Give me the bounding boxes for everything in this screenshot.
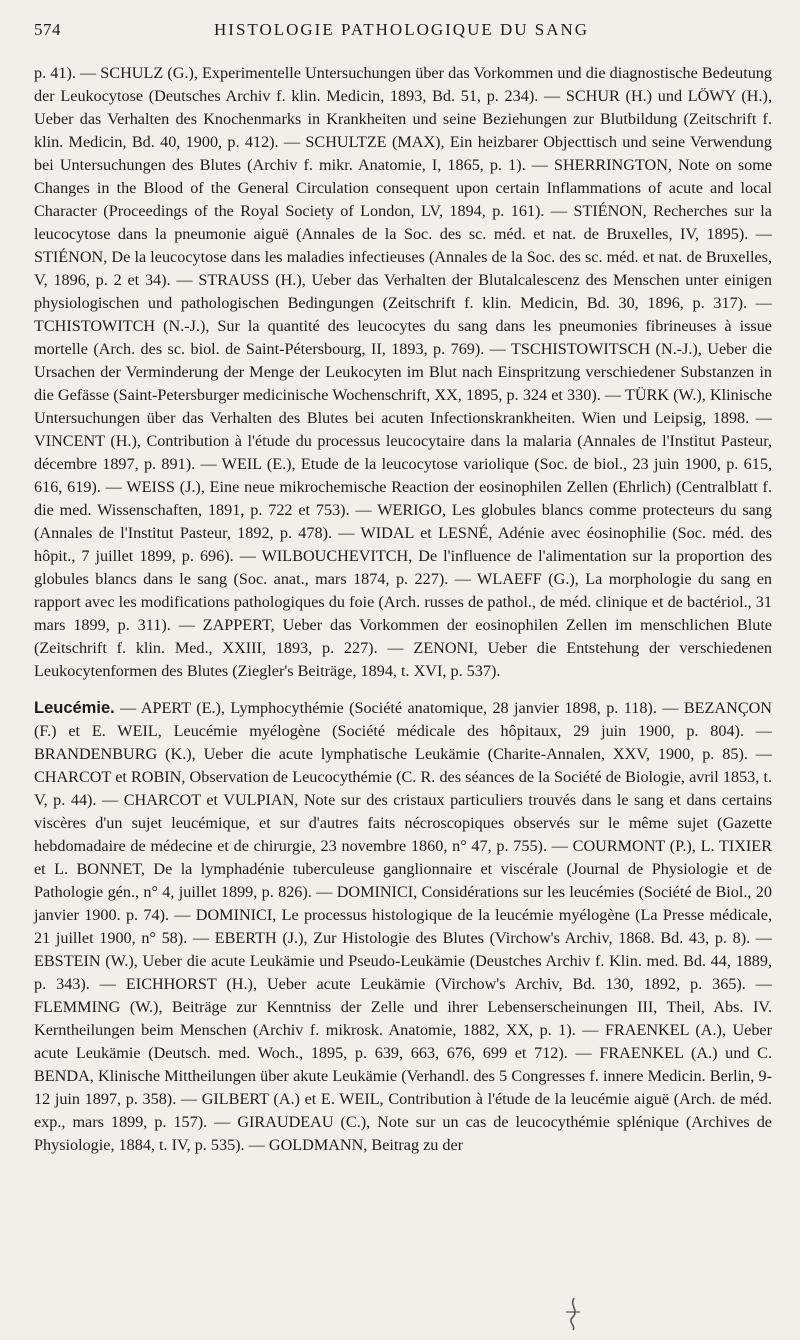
running-head xyxy=(34,20,772,60)
ink-mark-icon xyxy=(560,1296,586,1332)
bibliography-body xyxy=(34,62,772,1157)
section-text: — APERT (E.), Lymphocythémie (Société anatomique, 28 janvier 1898, p. 118). — BEZANÇON (F.) et E. WEIL, Leucémie myélogène (Société médicale des hôpitaux, 29 juin 1900, p. 804). — BRANDENBURG (K.), Ueber die acute lymphatische Leukämie (Charite-Annalen, XXV, 1900, p. 85). — CHARCOT et ROBIN, Observation de Leucocythémie (C. R. des séances de la Société de Biologie, avril 1853, t. V, p. 44). — CHARCOT et VULPIAN, Note sur des cristaux particuliers trouvés dans le sang et dans certains viscères d'un sujet leucémique, et sur d'autres faits nécroscopiques observés sur le même sujet (Gazette hebdomadaire de médecine et de chirurgie, 23 novembre 1860, n° 47, p. 755). — COURMONT (P.), L. TIXIER et L. BONNET, De la lymphadénie tuberculeuse ganglionnaire et viscérale (Journal de Physiologie et de Pathologie gén., n° 4, juillet 1899, p. 826). — DOMINICI, Considérations sur les leucémies (Société de Biol., 20 janvier 1900. p. 74). — DOMINICI, Le processus histologique de la leucémie myélogène (La Presse médicale, 21 juillet 1900, n° 58). — EBERTH (J.), Zur Histologie des Blutes (Virchow's Archiv, 1868. Bd. 43, p. 8). — EBSTEIN (W.), Ueber die acute Leukämie und Pseudo-Leukämie (Deustches Archiv f. Klin. med. Bd. 44, 1889, p. 343). — EICHHORST (H.), Ueber acute Leukämie (Virchow's Archiv, Bd. 130, 1892, p. 365). — FLEMMING (W.), Beiträge zur Kenntniss der Zelle und ihrer Lebenserscheinungen III, Theil, Abs. IV. Kerntheilungen beim Menschen (Archiv f. mikrosk. Anatomie, 1882, XX, p. 1). — FRAENKEL (A.), Ueber acute Leukämie (Deutsch. med. Woch., 1895, p. 639, 663, 676, 699 et 712). — FRAENKEL (A.) und C. BENDA, Klinische Mittheilungen über akute Leukämie (Verhandl. des 5 Congresses f. innere Medicin. Berlin, 9-12 juin 1897, p. 358). — GILBERT (A.) et E. WEIL, Contribution à l'étude de la leucémie aiguë (Arch. de méd. exp., mars 1899, p. 157). — GIRAUDEAU (C.), Note sur un cas de leucocythémie splénique (Archives de Physiologie, 1884, t. IV, p. 535). — GOLDMANN, Beitrag zu der xyxy=(34,699,772,1154)
section-heading: Leucémie. xyxy=(34,699,115,717)
running-title: HISTOLOGIE PATHOLOGIQUE DU SANG xyxy=(214,20,590,39)
page-number: 574 xyxy=(34,20,61,39)
section-spacer xyxy=(34,683,772,697)
bibliography-paragraph-leucocytose: p. 41). — SCHULZ (G.), Experimentelle Untersuchungen über das Vorkommen und die diagnostische Bedeutung der Leukocytose (Deutsches Archiv f. klin. Medicin, 1893, Bd. 51, p. 234). — SCHUR (H.) und LÖWY (H.), Ueber das Verhalten des Knochenmarks in Krankheiten und seine Beziehungen zur Blutbildung (Zeitschrift f. klin. Medicin, Bd. 40, 1900, p. 412). — SCHULTZE (MAX), Ein heizbarer Objecttisch und seine Verwendung bei Untersuchungen des Blutes (Archiv f. mikr. Anatomie, I, 1865, p. 1). — SHERRINGTON, Note on some Changes in the Blood of the General Circulation consequent upon certain Inflammations of acute and local Character (Proceedings of the Royal Society of London, LV, 1894, p. 161). — STIÉNON, Recherches sur la leucocytose dans la pneumonie aiguë (Annales de la Soc. des sc. méd. et nat. de Bruxelles, IV, 1895). — STIÉNON, De la leucocytose dans les maladies infectieuses (Annales de la Soc. des sc. méd. et nat. de Bruxelles, V, 1896, p. 2 et 34). — STRAUSS (H.), Ueber das Verhalten der Blutalcalescenz des Menschen unter einigen physiologischen und pathologischen Bedingungen (Zeitschrift f. klin. Medicin, Bd. 30, 1896, p. 317). — TCHISTOWITCH (N.-J.), Sur la quantité des leucocytes du sang dans les pneumonies fibrineuses à issue mortelle (Arch. des sc. biol. de Saint-Pétersbourg, II, 1893, p. 769). — TSCHISTOWITSCH (N.-J.), Ueber die Ursachen der Verminderung der Menge der Leukocyten im Blut nach Einspritzung verschiedener Substanzen in die Gefässe (Saint-Petersburger medicinische Wochenschrift, XX, 1895, p. 324 et 330). — TÜRK (W.), Klinische Untersuchungen über das Verhalten des Blutes bei acuten Infectionskrankheiten. Wien und Leipsig, 1898. — VINCENT (H.), Contribution à l'étude du processus leucocytaire dans la malaria (Annales de l'Institut Pasteur, décembre 1897, p. 891). — WEIL (E.), Etude de la leucocytose variolique (Soc. de biol., 23 juin 1900, p. 615, 616, 619). — WEISS (J.), Eine neue mikrochemische Reaction der eosinophilen Zellen (Ehrlich) (Centralblatt f. die med. Wissenschaften, 1891, p. 722 et 753). — WERIGO, Les globules blancs comme protecteurs du sang (Annales de l'Institut Pasteur, 1892, p. 478). — WIDAL et LESNÉ, Adénie avec éosinophilie (Soc. méd. des hôpit., 7 juillet 1899, p. 696). — WILBOUCHEVITCH, De l'influence de l'alimentation sur la proportion des globules blancs dans le sang (Soc. anat., mars 1874, p. 227). — WLAEFF (G.), La morphologie du sang en rapport avec les modifications pathologiques du foie (Arch. russes de pathol., de méd. clinique et de bactériol., 31 mars 1899, p. 311). — ZAPPERT, Ueber das Vorkommen der eosinophilen Zellen im menschlichen Blute (Zeitschrift f. klin. Med., XXIII, 1893, p. 227). — ZENONI, Ueber die Entstehung der verschiedenen Leukocytenformen des Blutes (Ziegler's Beiträge, 1894, t. XVI, p. 537). xyxy=(34,64,772,680)
bibliography-paragraph-leucemie xyxy=(34,697,772,1157)
